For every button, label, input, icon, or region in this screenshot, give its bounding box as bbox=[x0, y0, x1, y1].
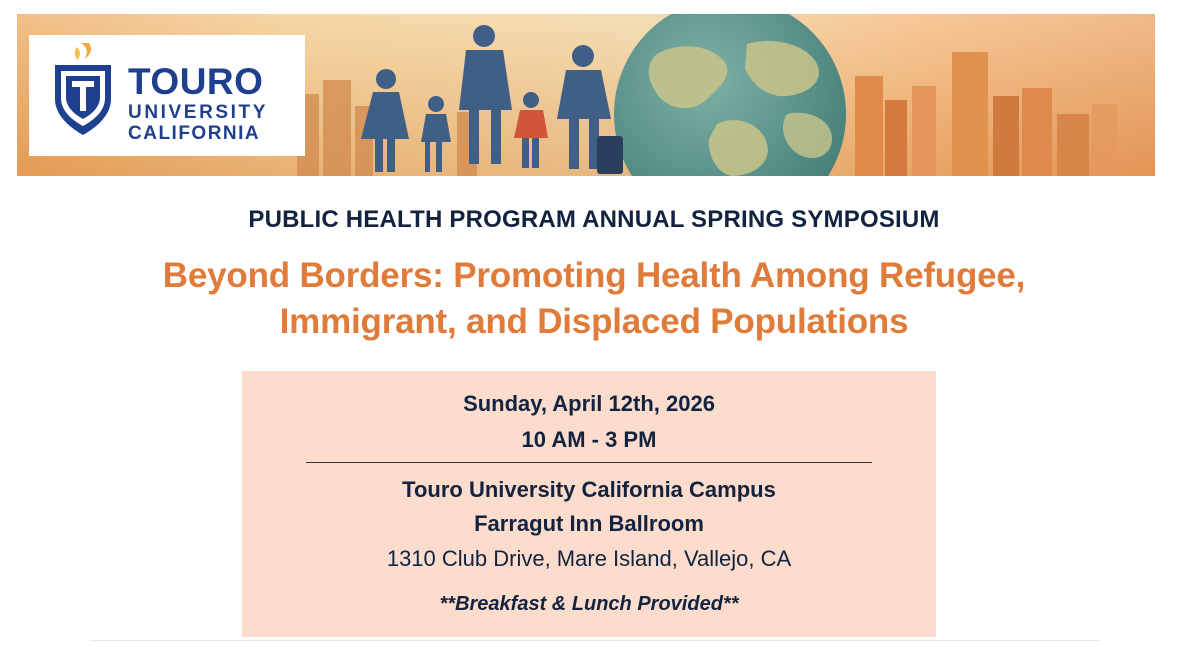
logo-line-touro: TOURO bbox=[128, 61, 264, 102]
logo-line-california: CALIFORNIA bbox=[128, 123, 261, 144]
event-room: Farragut Inn Ballroom bbox=[474, 511, 704, 536]
event-date: Sunday, April 12th, 2026 bbox=[463, 391, 715, 416]
details-divider bbox=[306, 462, 872, 463]
shield-logo-icon bbox=[51, 41, 115, 146]
university-logo bbox=[29, 35, 305, 156]
bottom-divider bbox=[90, 640, 1100, 641]
logo-line-university: UNIVERSITY bbox=[128, 102, 269, 123]
program-heading: PUBLIC HEALTH PROGRAM ANNUAL SPRING SYMPOSIUM bbox=[248, 206, 940, 233]
event-venue: Touro University California Campus bbox=[402, 477, 776, 502]
event-title-line-2: Immigrant, and Displaced Populations bbox=[279, 302, 909, 341]
event-address: 1310 Club Drive, Mare Island, Vallejo, CA bbox=[386, 546, 792, 571]
meal-note: **Breakfast & Lunch Provided** bbox=[439, 593, 739, 615]
event-title-line-1: Beyond Borders: Promoting Health Among Refugee, bbox=[162, 256, 1026, 295]
globe-illustration bbox=[614, 14, 846, 176]
event-details-box bbox=[242, 371, 936, 637]
logo-wordmark bbox=[128, 63, 268, 143]
event-time: 10 AM - 3 PM bbox=[521, 427, 657, 452]
